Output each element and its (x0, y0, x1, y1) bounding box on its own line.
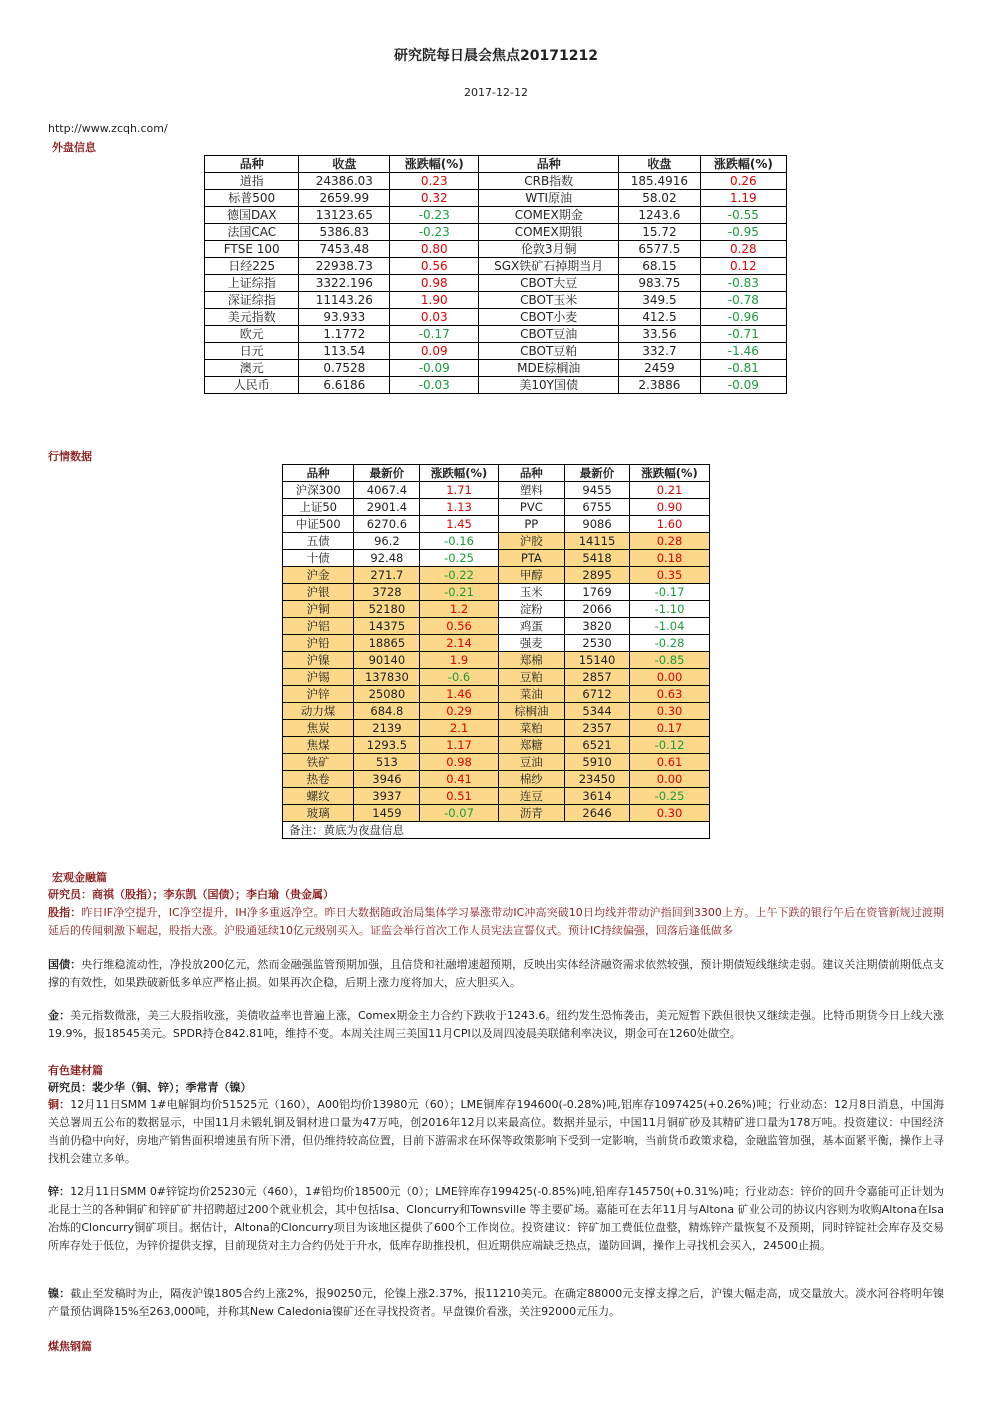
column-header: 品种 (498, 465, 564, 482)
table-row (283, 771, 710, 788)
instrument-name: 连豆 (498, 788, 564, 805)
instrument-name: 深证综指 (205, 292, 299, 309)
instrument-name: 沪深300 (283, 482, 354, 499)
latest-price: 5910 (565, 754, 630, 771)
latest-price: 6270.6 (354, 516, 420, 533)
table-row (283, 720, 710, 737)
change-percent: 0.00 (630, 669, 710, 686)
close-value: 33.56 (619, 326, 701, 343)
metals-researchers: 研究员：裴少华（铜、锌）；季常青（镍） (48, 1081, 252, 1094)
website-link[interactable]: http://www.zcqh.com/ (48, 122, 168, 135)
table-row (283, 754, 710, 771)
section-market: 行情数据 (48, 450, 92, 463)
change-percent: 1.2 (420, 601, 498, 618)
table-row (283, 516, 710, 533)
table-row (283, 482, 710, 499)
table-row (283, 703, 710, 720)
instrument-name: WTI原油 (479, 190, 619, 207)
column-header: 收盘 (619, 156, 701, 173)
change-percent: 0.30 (630, 703, 710, 720)
table-row (283, 686, 710, 703)
instrument-name: 郑棉 (498, 652, 564, 669)
change-percent: 0.09 (390, 343, 479, 360)
change-percent: -0.25 (420, 550, 498, 567)
instrument-name: CBOT大豆 (479, 275, 619, 292)
latest-price: 3937 (354, 788, 420, 805)
change-percent: -0.23 (390, 207, 479, 224)
change-percent: -0.78 (700, 292, 786, 309)
section-metals: 有色建材篇 (48, 1064, 103, 1077)
change-percent: 0.29 (420, 703, 498, 720)
table-row (283, 584, 710, 601)
latest-price: 2066 (565, 601, 630, 618)
instrument-name: 铁矿 (283, 754, 354, 771)
column-header: 品种 (205, 156, 299, 173)
column-header: 涨跌幅(%) (420, 465, 498, 482)
night-session-note: 备注：黄底为夜盘信息 (283, 822, 710, 839)
change-percent: -0.12 (630, 737, 710, 754)
column-header: 最新价 (354, 465, 420, 482)
close-value: 983.75 (619, 275, 701, 292)
change-percent: 0.17 (630, 720, 710, 737)
latest-price: 96.2 (354, 533, 420, 550)
change-percent: 0.03 (390, 309, 479, 326)
close-value: 2659.99 (299, 190, 390, 207)
report-date: 2017-12-12 (464, 86, 528, 99)
latest-price: 2895 (565, 567, 630, 584)
latest-price: 3614 (565, 788, 630, 805)
close-value: 1243.6 (619, 207, 701, 224)
instrument-name: 焦煤 (283, 737, 354, 754)
close-value: 2459 (619, 360, 701, 377)
latest-price: 271.7 (354, 567, 420, 584)
change-percent: -0.21 (420, 584, 498, 601)
change-percent: 1.46 (420, 686, 498, 703)
instrument-name: 棉纱 (498, 771, 564, 788)
instrument-name: SGX铁矿石掉期当月 (479, 258, 619, 275)
table-row (205, 377, 787, 394)
instrument-name: 玉米 (498, 584, 564, 601)
latest-price: 1459 (354, 805, 420, 822)
change-percent: -0.95 (700, 224, 786, 241)
close-value: 1.1772 (299, 326, 390, 343)
instrument-name: 鸡蛋 (498, 618, 564, 635)
close-value: 113.54 (299, 343, 390, 360)
latest-price: 14375 (354, 618, 420, 635)
instrument-name: 沪铝 (283, 618, 354, 635)
nickel-text: 截止至发稿时为止，隔夜沪镍1805合约上涨2%，报90250元，伦镍上涨2.37%，报11210美元。在确定88000元支撑支撑之后，沪镍大幅走高，成交量放大。淡水河谷将明年镍产量预估调降15%至263,000吨，并称其New Caledonia镍矿还在寻找投资者。早盘镍价看涨，关注92000元压力。 (48, 1287, 944, 1318)
table-row (205, 258, 787, 275)
instrument-name: FTSE 100 (205, 241, 299, 258)
instrument-name: CBOT小麦 (479, 309, 619, 326)
table-row (205, 207, 787, 224)
change-percent: -0.28 (630, 635, 710, 652)
instrument-name: 焦炭 (283, 720, 354, 737)
table-row (205, 190, 787, 207)
instrument-name: 美10Y国债 (479, 377, 619, 394)
change-percent: -0.16 (420, 533, 498, 550)
instrument-name: 塑料 (498, 482, 564, 499)
change-percent: 0.00 (630, 771, 710, 788)
close-value: 6577.5 (619, 241, 701, 258)
instrument-name: 美元指数 (205, 309, 299, 326)
table-row (205, 309, 787, 326)
instrument-name: 淀粉 (498, 601, 564, 618)
section-macro: 宏观金融篇 (52, 871, 107, 884)
table-row (283, 805, 710, 822)
latest-price: 3946 (354, 771, 420, 788)
latest-price: 2901.4 (354, 499, 420, 516)
instrument-name: 沪锡 (283, 669, 354, 686)
change-percent: 0.23 (390, 173, 479, 190)
page-title: 研究院每日晨会焦点20171212 (394, 48, 598, 64)
change-percent: 1.71 (420, 482, 498, 499)
close-value: 5386.83 (299, 224, 390, 241)
change-percent: -1.10 (630, 601, 710, 618)
overseas-market-table (204, 155, 787, 394)
change-percent: 1.19 (700, 190, 786, 207)
change-percent: -0.03 (390, 377, 479, 394)
instrument-name: PTA (498, 550, 564, 567)
table-row (205, 173, 787, 190)
latest-price: 90140 (354, 652, 420, 669)
instrument-name: 沪铜 (283, 601, 354, 618)
change-percent: 0.61 (630, 754, 710, 771)
column-header: 收盘 (299, 156, 390, 173)
instrument-name: 欧元 (205, 326, 299, 343)
close-value: 58.02 (619, 190, 701, 207)
table-row (205, 343, 787, 360)
latest-price: 2139 (354, 720, 420, 737)
instrument-name: 螺纹 (283, 788, 354, 805)
nickel-label: 镍： (48, 1287, 71, 1300)
table-row (283, 618, 710, 635)
instrument-name: COMEX期金 (479, 207, 619, 224)
instrument-name: CBOT玉米 (479, 292, 619, 309)
change-percent: -0.55 (700, 207, 786, 224)
stock-index-paragraph (48, 904, 944, 940)
change-percent: 1.60 (630, 516, 710, 533)
gold-text: 美元指数微涨，美三大股指收涨，美债收益率也普遍上涨，Comex期金主力合约下跌收于1243.6。纽约发生恐怖袭击，美元短暂下跌但很快又继续走强。比特币期货今日上线大涨19.9%，报18545美元。SPDR持仓842.81吨，维持不变。本周关注周三美国11月CPI以及周四凌晨美联储利率决议，期金可在1260处做空。 (48, 1009, 945, 1040)
instrument-name: PVC (498, 499, 564, 516)
table-row (205, 275, 787, 292)
change-percent: -1.04 (630, 618, 710, 635)
instrument-name: CBOT豆粕 (479, 343, 619, 360)
latest-price: 3820 (565, 618, 630, 635)
latest-price: 3728 (354, 584, 420, 601)
change-percent: -0.96 (700, 309, 786, 326)
column-header: 涨跌幅(%) (700, 156, 786, 173)
change-percent: 0.28 (630, 533, 710, 550)
instrument-name: 豆油 (498, 754, 564, 771)
latest-price: 2646 (565, 805, 630, 822)
change-percent: -0.81 (700, 360, 786, 377)
domestic-market-table (282, 464, 710, 839)
close-value: 185.4916 (619, 173, 701, 190)
change-percent: 1.13 (420, 499, 498, 516)
change-percent: -0.07 (420, 805, 498, 822)
latest-price: 92.48 (354, 550, 420, 567)
table-row (283, 499, 710, 516)
change-percent: 0.56 (390, 258, 479, 275)
instrument-name: 棕榈油 (498, 703, 564, 720)
bond-label: 国债： (48, 958, 82, 971)
close-value: 412.5 (619, 309, 701, 326)
instrument-name: COMEX期银 (479, 224, 619, 241)
bond-paragraph (48, 956, 944, 992)
change-percent: -0.25 (630, 788, 710, 805)
latest-price: 9455 (565, 482, 630, 499)
instrument-name: 日经225 (205, 258, 299, 275)
instrument-name: 日元 (205, 343, 299, 360)
close-value: 24386.03 (299, 173, 390, 190)
instrument-name: 道指 (205, 173, 299, 190)
change-percent: 0.21 (630, 482, 710, 499)
table-row (283, 601, 710, 618)
change-percent: -0.09 (390, 360, 479, 377)
change-percent: -0.17 (630, 584, 710, 601)
latest-price: 9086 (565, 516, 630, 533)
table-note-row (283, 822, 710, 839)
change-percent: 0.63 (630, 686, 710, 703)
change-percent: -0.83 (700, 275, 786, 292)
instrument-name: 法国CAC (205, 224, 299, 241)
change-percent: 2.14 (420, 635, 498, 652)
latest-price: 2357 (565, 720, 630, 737)
macro-researchers: 研究员：商祺（股指）；李东凯（国债）；李白瑜（贵金属） (48, 888, 334, 901)
instrument-name: 沪铅 (283, 635, 354, 652)
latest-price: 5418 (565, 550, 630, 567)
instrument-name: 伦敦3月铜 (479, 241, 619, 258)
table-row (205, 360, 787, 377)
change-percent: 0.98 (420, 754, 498, 771)
stock-text: 昨日IF净空提升，IC净空提升，IH净多重返净空。昨日大数据随政治局集体学习暴涨带动IC冲高突破10日均线并带动沪指回到3300上方。上午下跌的银行午后在资管新规过渡期延后的传闻刺激下崛起，股指大涨。沪股通延续10亿元级别买入。证监会举行首次工作人员宪法宣誓仪式。预计IC持续偏强，回落后逢低做多 (48, 906, 944, 937)
column-header: 涨跌幅(%) (390, 156, 479, 173)
latest-price: 4067.4 (354, 482, 420, 499)
section-overseas: 外盘信息 (52, 141, 96, 154)
instrument-name: 十债 (283, 550, 354, 567)
nickel-paragraph (48, 1285, 944, 1321)
copper-text: 12月11日SMM 1#电解铜均价51525元（160），A00铝均价13980元（60）；LME铜库存194600(-0.28%)吨,铝库存1097425(+0.26%)吨；行业动态：12月8日消息，中国海关总署周五公布的数据显示，中国11月未锻轧铜及铜材进口量为47万吨，创2016年12月以来最高位。数据并显示，中国11月铜矿砂及其精矿进口量为178万吨。投资建议：中国经济当前仍稳中向好，房地产销售面积增速虽有所下滑，但仍维持较高位置，目前下游需求在环保等政策影响下受到一定影响，当前货币政策求稳，金融监管加强，基本面紧平衡，操作上寻找机会建立多单。 (48, 1098, 945, 1165)
zinc-text: 12月11日SMM 0#锌锭均价25230元（460），1#铅均价18500元（0）；LME锌库存199425(-0.85%)吨,铅库存145750(+0.31%)吨；行业动态：锌价的回升令嘉能可正计划为北昆士兰的各种铜矿和锌矿矿井招聘超过200个就业机会，其中包括Isa、Cloncurry和Townsville 等主要矿场。嘉能可在去年11月与Altona 矿业公司的协议内容则为收购Altona在Isa冶炼的Cloncurry铜矿项目。据估计，Altona的Cloncurry项目为该地区提供了600个工作岗位。投资建议：锌矿加工费低位盘整，精炼锌产量恢复不及预期，同时锌锭社会库存及交易所库存处于低位，为锌价提供支撑，目前现货对主力合约仍处于升水，低库存助推投机，但近期供应端缺乏热点，谨防回调，操作上寻找机会买入，24500止损。 (48, 1185, 945, 1252)
latest-price: 15140 (565, 652, 630, 669)
change-percent: 1.9 (420, 652, 498, 669)
table-row (283, 533, 710, 550)
instrument-name: 甲醇 (498, 567, 564, 584)
change-percent: -0.09 (700, 377, 786, 394)
instrument-name: 中证500 (283, 516, 354, 533)
close-value: 13123.65 (299, 207, 390, 224)
change-percent: 0.35 (630, 567, 710, 584)
latest-price: 2857 (565, 669, 630, 686)
close-value: 0.7528 (299, 360, 390, 377)
instrument-name: 动力煤 (283, 703, 354, 720)
zinc-paragraph (48, 1183, 944, 1255)
table-row (205, 241, 787, 258)
latest-price: 6755 (565, 499, 630, 516)
change-percent: -1.46 (700, 343, 786, 360)
latest-price: 6521 (565, 737, 630, 754)
column-header: 最新价 (565, 465, 630, 482)
latest-price: 23450 (565, 771, 630, 788)
table-row (283, 652, 710, 669)
change-percent: -0.17 (390, 326, 479, 343)
change-percent: 0.98 (390, 275, 479, 292)
close-value: 6.6186 (299, 377, 390, 394)
stock-label: 股指： (48, 906, 82, 919)
close-value: 3322.196 (299, 275, 390, 292)
close-value: 332.7 (619, 343, 701, 360)
instrument-name: 标普500 (205, 190, 299, 207)
table-row (283, 669, 710, 686)
instrument-name: 上证综指 (205, 275, 299, 292)
instrument-name: 上证50 (283, 499, 354, 516)
table-row (283, 635, 710, 652)
change-percent: 0.90 (630, 499, 710, 516)
instrument-name: 菜粕 (498, 720, 564, 737)
copper-label: 铜： (48, 1098, 71, 1111)
column-header: 品种 (479, 156, 619, 173)
change-percent: 0.18 (630, 550, 710, 567)
close-value: 93.933 (299, 309, 390, 326)
change-percent: -0.71 (700, 326, 786, 343)
section-coal-steel: 煤焦钢篇 (48, 1340, 92, 1353)
change-percent: 0.12 (700, 258, 786, 275)
latest-price: 25080 (354, 686, 420, 703)
table-row (283, 788, 710, 805)
change-percent: 0.41 (420, 771, 498, 788)
change-percent: 0.30 (630, 805, 710, 822)
table-row (283, 567, 710, 584)
instrument-name: 德国DAX (205, 207, 299, 224)
change-percent: -0.22 (420, 567, 498, 584)
instrument-name: CRB指数 (479, 173, 619, 190)
table-row (205, 224, 787, 241)
instrument-name: 沪胶 (498, 533, 564, 550)
instrument-name: 五债 (283, 533, 354, 550)
instrument-name: 玻璃 (283, 805, 354, 822)
instrument-name: 热卷 (283, 771, 354, 788)
change-percent: -0.23 (390, 224, 479, 241)
instrument-name: 强麦 (498, 635, 564, 652)
latest-price: 18865 (354, 635, 420, 652)
close-value: 11143.26 (299, 292, 390, 309)
close-value: 15.72 (619, 224, 701, 241)
instrument-name: 沪银 (283, 584, 354, 601)
instrument-name: 人民币 (205, 377, 299, 394)
latest-price: 513 (354, 754, 420, 771)
change-percent: 2.1 (420, 720, 498, 737)
latest-price: 52180 (354, 601, 420, 618)
instrument-name: 豆粕 (498, 669, 564, 686)
change-percent: 0.28 (700, 241, 786, 258)
table-row (205, 292, 787, 309)
table-row (283, 550, 710, 567)
table-row (205, 326, 787, 343)
gold-label: 金： (48, 1009, 71, 1022)
copper-paragraph (48, 1096, 944, 1168)
change-percent: 0.26 (700, 173, 786, 190)
latest-price: 6712 (565, 686, 630, 703)
latest-price: 14115 (565, 533, 630, 550)
column-header: 品种 (283, 465, 354, 482)
latest-price: 1293.5 (354, 737, 420, 754)
change-percent: 0.32 (390, 190, 479, 207)
change-percent: 1.17 (420, 737, 498, 754)
change-percent: 1.45 (420, 516, 498, 533)
instrument-name: PP (498, 516, 564, 533)
change-percent: 1.90 (390, 292, 479, 309)
instrument-name: 沪金 (283, 567, 354, 584)
instrument-name: 沪锌 (283, 686, 354, 703)
instrument-name: 菜油 (498, 686, 564, 703)
table-row (283, 737, 710, 754)
instrument-name: 郑糖 (498, 737, 564, 754)
latest-price: 2530 (565, 635, 630, 652)
instrument-name: 澳元 (205, 360, 299, 377)
instrument-name: CBOT豆油 (479, 326, 619, 343)
instrument-name: 沥青 (498, 805, 564, 822)
close-value: 7453.48 (299, 241, 390, 258)
close-value: 2.3886 (619, 377, 701, 394)
close-value: 349.5 (619, 292, 701, 309)
column-header: 涨跌幅(%) (630, 465, 710, 482)
change-percent: -0.85 (630, 652, 710, 669)
latest-price: 5344 (565, 703, 630, 720)
latest-price: 1769 (565, 584, 630, 601)
gold-paragraph (48, 1007, 944, 1043)
change-percent: 0.56 (420, 618, 498, 635)
change-percent: -0.6 (420, 669, 498, 686)
change-percent: 0.51 (420, 788, 498, 805)
latest-price: 137830 (354, 669, 420, 686)
latest-price: 684.8 (354, 703, 420, 720)
bond-text: 央行维稳流动性，净投放200亿元，然而金融强监管预期加强，且信贷和社融增速超预期，反映出实体经济融资需求依然较强，预计期债短线继续走弱。建议关注期债前期低点支撑的有效性，如果跌破新低多单应严格止损。如果再次企稳，后期上涨力度将加大，应大胆买入。 (48, 958, 944, 989)
zinc-label: 锌： (48, 1185, 71, 1198)
change-percent: 0.80 (390, 241, 479, 258)
close-value: 68.15 (619, 258, 701, 275)
instrument-name: MDE棕榈油 (479, 360, 619, 377)
instrument-name: 沪镍 (283, 652, 354, 669)
close-value: 22938.73 (299, 258, 390, 275)
